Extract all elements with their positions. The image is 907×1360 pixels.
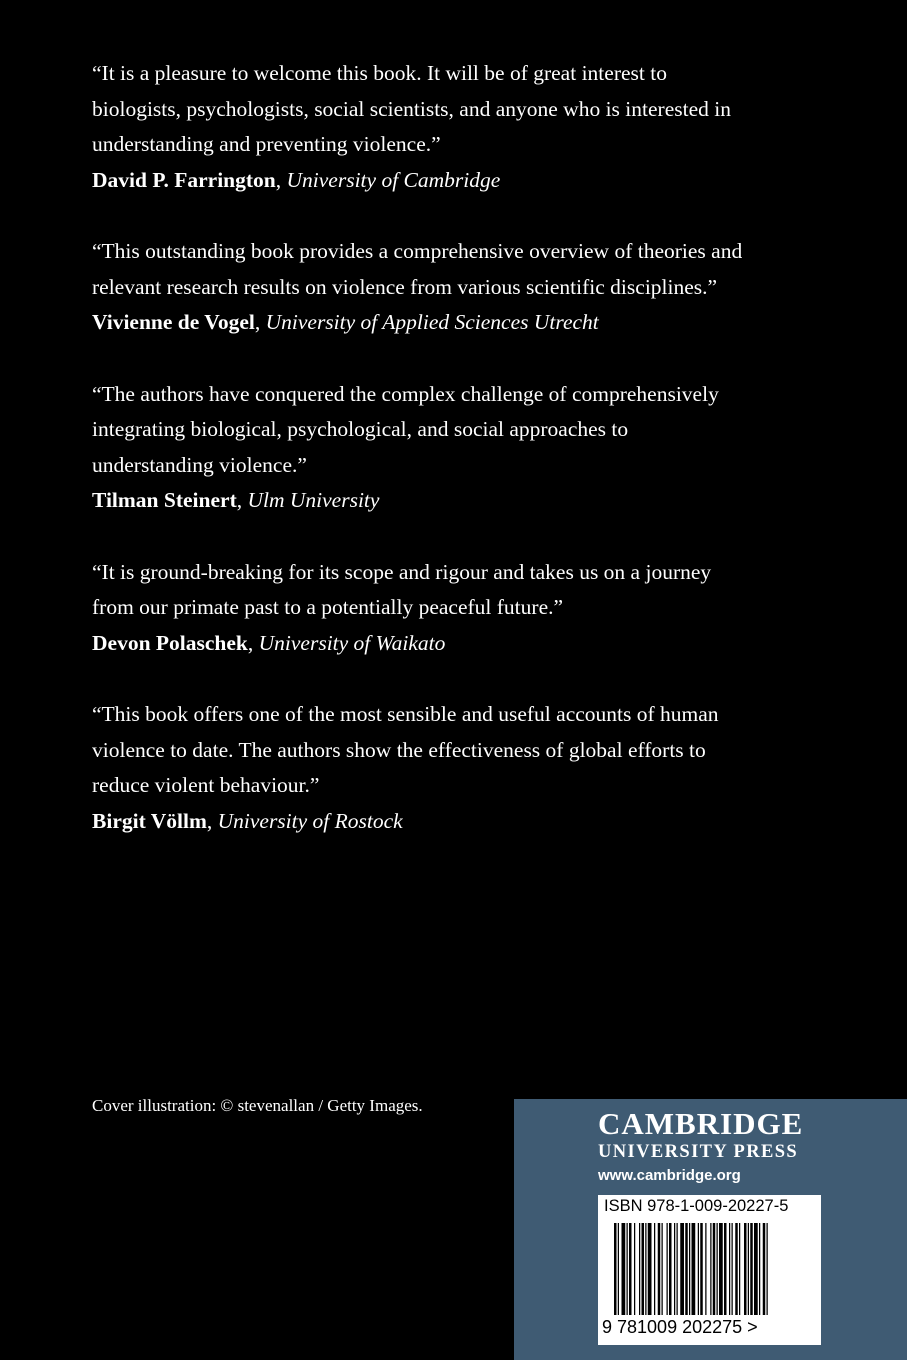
endorsement bbox=[92, 697, 852, 839]
barcode-bar bbox=[744, 1223, 747, 1315]
endorsement-attribution: Birgit Völlm, University of Rostock bbox=[92, 808, 403, 833]
barcode-bar bbox=[618, 1223, 619, 1315]
quote-line: reduce violent behaviour.” bbox=[92, 773, 320, 797]
quote-line: “This outstanding book provides a comprehensive overview of theories and bbox=[92, 239, 743, 263]
endorsement-quote bbox=[92, 234, 852, 305]
endorser-name: Tilman Steinert bbox=[92, 488, 237, 512]
barcode-bars bbox=[602, 1223, 817, 1317]
barcode-bar bbox=[614, 1223, 617, 1315]
barcode-bar bbox=[759, 1223, 760, 1315]
publisher-logo bbox=[598, 1107, 803, 1187]
endorser-name: Birgit Völlm bbox=[92, 808, 207, 833]
quote-line: “This book offers one of the most sensible and useful accounts of human bbox=[92, 702, 719, 726]
barcode-bar bbox=[729, 1223, 730, 1315]
publisher-name: CAMBRIDGE bbox=[598, 1106, 804, 1141]
quote-line: biologists, psychologists, social scientists, and anyone who is interested in bbox=[92, 96, 731, 121]
quote-line: violence to date. The authors show the effectiveness of global efforts to bbox=[92, 737, 706, 762]
barcode-bar bbox=[629, 1223, 632, 1315]
endorsement-attribution: Tilman Steinert, Ulm University bbox=[92, 488, 380, 512]
barcode-bar bbox=[645, 1223, 646, 1315]
publisher-url: www.cambridge.org bbox=[598, 1167, 741, 1184]
barcode-bar bbox=[739, 1223, 740, 1315]
endorser-name: Devon Polaschek bbox=[92, 630, 248, 655]
isbn-label: ISBN 978-1-009-20227-5 bbox=[604, 1197, 789, 1215]
endorsement-quote bbox=[92, 56, 852, 163]
cover-credit: Cover illustration: © stevenallan / Getty Images. bbox=[92, 1096, 423, 1115]
barcode-bar bbox=[735, 1223, 738, 1315]
endorsement-attribution: David P. Farrington, University of Cambridge bbox=[92, 167, 501, 192]
endorser-institution: Ulm University bbox=[247, 488, 380, 512]
barcode-bar bbox=[748, 1223, 749, 1315]
quote-line: integrating biological, psychological, and social approaches to bbox=[92, 417, 629, 441]
barcode-bar bbox=[627, 1223, 628, 1315]
endorsement-attribution: Devon Polaschek, University of Waikato bbox=[92, 630, 446, 655]
endorser-institution: University of Waikato bbox=[258, 630, 446, 655]
barcode-bar bbox=[719, 1223, 723, 1315]
publisher-subname: UNIVERSITY PRESS bbox=[598, 1142, 799, 1162]
endorser-institution: University of Rostock bbox=[217, 808, 403, 833]
endorsement bbox=[92, 555, 852, 662]
quote-line: “The authors have conquered the complex challenge of comprehensively bbox=[92, 381, 719, 406]
barcode-bar bbox=[717, 1223, 718, 1315]
endorser-name: David P. Farrington bbox=[92, 167, 276, 192]
barcode-bar bbox=[705, 1223, 706, 1315]
endorsements bbox=[92, 56, 852, 875]
barcode-bar bbox=[724, 1223, 727, 1315]
barcode-bar bbox=[648, 1223, 652, 1315]
quote-line: understanding and preventing violence.” bbox=[92, 132, 441, 156]
endorser-institution: University of Applied Sciences Utrecht bbox=[265, 310, 599, 334]
barcode-bar bbox=[689, 1223, 690, 1315]
barcode-bar bbox=[667, 1223, 668, 1315]
quote-line: “It is ground-breaking for its scope and rigour and takes us on a journey bbox=[92, 559, 712, 584]
endorsement-quote bbox=[92, 377, 852, 484]
quote-line: from our primate past to a potentially peaceful future.” bbox=[92, 595, 564, 619]
endorsement-quote bbox=[92, 555, 852, 626]
barcode-bar bbox=[654, 1223, 655, 1315]
barcode-bar bbox=[700, 1223, 703, 1315]
barcode-bar bbox=[732, 1223, 733, 1315]
barcode-bar bbox=[677, 1223, 678, 1315]
barcode-bar bbox=[713, 1223, 716, 1315]
endorsement-quote bbox=[92, 697, 852, 804]
barcode-bar bbox=[680, 1223, 684, 1315]
barcode-bar bbox=[634, 1223, 635, 1315]
endorser-name: Vivienne de Vogel bbox=[92, 310, 255, 334]
quote-line: understanding violence.” bbox=[92, 452, 307, 477]
barcode-bar bbox=[662, 1223, 663, 1315]
barcode-bar bbox=[685, 1223, 688, 1315]
endorsement bbox=[92, 56, 852, 198]
quote-line: relevant research results on violence from various scientific disciplines.” bbox=[92, 274, 718, 299]
endorsement bbox=[92, 234, 852, 341]
barcode-bar bbox=[642, 1223, 645, 1315]
barcode-bar bbox=[692, 1223, 696, 1315]
barcode-bar bbox=[669, 1223, 672, 1315]
quote-line: “It is a pleasure to welcome this book. It will be of great interest to bbox=[92, 61, 667, 85]
endorsement bbox=[92, 377, 852, 519]
barcode-bar bbox=[710, 1223, 711, 1315]
endorser-institution: University of Cambridge bbox=[286, 167, 501, 192]
barcode-bar bbox=[622, 1223, 626, 1315]
barcode-bar bbox=[674, 1223, 675, 1315]
barcode bbox=[598, 1195, 821, 1345]
barcode-digits: 9 781009 202275 > bbox=[602, 1317, 758, 1337]
barcode-bar bbox=[754, 1223, 758, 1315]
barcode-bar bbox=[698, 1223, 699, 1315]
barcode-bar bbox=[763, 1223, 766, 1315]
barcode-bar bbox=[639, 1223, 640, 1315]
barcode-bar bbox=[767, 1223, 768, 1315]
barcode-bar bbox=[658, 1223, 661, 1315]
barcode-bar bbox=[750, 1223, 753, 1315]
endorsement-attribution: Vivienne de Vogel, University of Applied Sciences Utrecht bbox=[92, 310, 599, 334]
publisher-panel bbox=[514, 1099, 907, 1360]
